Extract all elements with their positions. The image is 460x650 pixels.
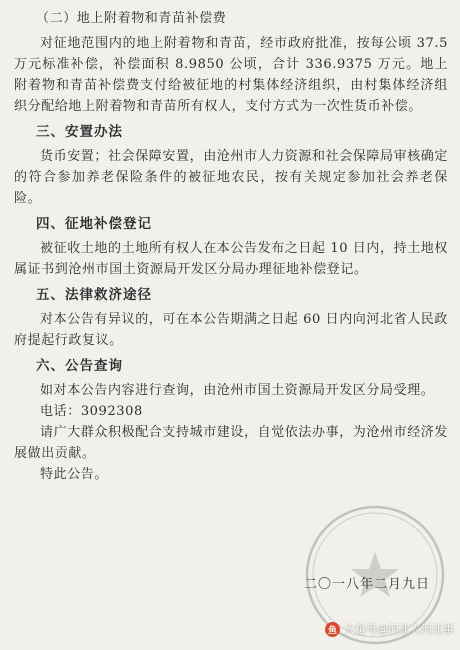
phone-number: 3092308 — [80, 404, 143, 419]
paragraph-legal-remedy: 对本公告有异议的，可在本公告期满之日起 60 日内向河北省人民政府提起行政复议。 — [14, 312, 449, 348]
paragraph-appeal: 请广大群众积极配合支持城市建设，自觉依法办事，为沧州市经济发展做出贡献。 — [14, 425, 449, 461]
paragraph-registration: 被征收土地的土地所有权人在本公告发布之日起 10 日内，持土地权属证书到沧州市国土资源局开发区分局办理征地补偿登记。 — [14, 241, 449, 277]
notice-date: 二〇一八年二月九日 — [303, 577, 430, 592]
section-title-registration: 四、征地补偿登记 — [36, 216, 152, 232]
watermark — [325, 621, 454, 637]
fish-logo-icon: 鱼 — [325, 622, 340, 637]
section-title-legal-remedy: 五、法律救济途径 — [36, 287, 152, 303]
subsection-title-attachments: （二）地上附着物和青苗补偿费 — [36, 11, 227, 26]
paragraph-closing: 特此公告。 — [40, 467, 109, 482]
section-title-inquiry: 六、公告查询 — [36, 358, 123, 374]
phone-line — [14, 401, 448, 422]
paragraph-resettlement: 货币安置；社会保障安置，由沧州市人力资源和社会保障局审核确定的符合参加养老保险条件的被征地农民，按有关规定参加社会养老保险。 — [14, 149, 449, 206]
paragraph-attachments: 对征地范围内的地上附着物和青苗，经市政府批准，按每公顷 37.5 万元标准补偿，补偿面积 8.9850 公顷，合计 336.9375 万元。地上附着物和青苗补偿费支付给被征地的村集体经济组织，由村集体经济组织分配给地上附着物和青苗所有权人，支付方式为一次性货币补偿。 — [14, 36, 448, 114]
paragraph-inquiry: 如对本公告内容进行查询，由沧州市国土资源局开发区分局受理。 — [40, 383, 435, 398]
section-title-resettlement: 三、安置办法 — [36, 124, 123, 140]
phone-label: 电话： — [40, 404, 81, 419]
watermark-text: 大鱼号@河北人河北事 — [344, 623, 454, 636]
